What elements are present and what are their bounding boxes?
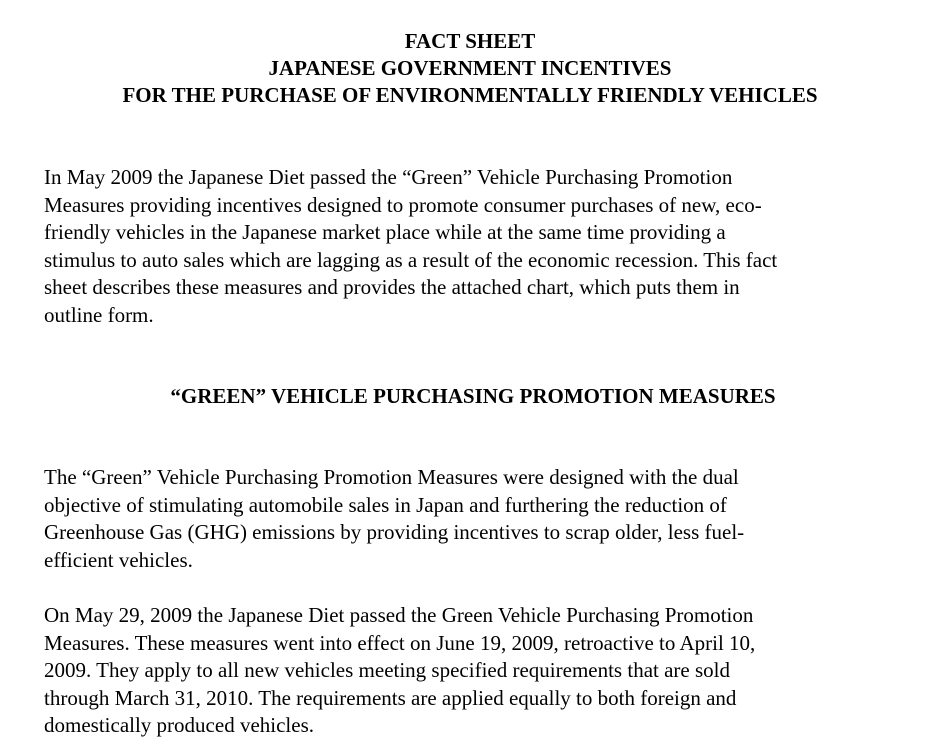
intro-line: sheet describes these measures and provides the attached chart, which puts them in (44, 275, 740, 299)
objective-line: Greenhouse Gas (GHG) emissions by providing incentives to scrap older, less fuel- (44, 520, 745, 544)
objective-line: efficient vehicles. (44, 547, 193, 572)
intro-line: stimulus to auto sales which are lagging as a result of the economic recession. This fact (44, 247, 778, 272)
intro-line: In May 2009 the Japanese Diet passed the “Green” Vehicle Purchasing Promotion (44, 165, 733, 189)
intro-line: Measures providing incentives designed to promote consumer purchases of new, eco- (44, 192, 762, 217)
objective-line: The “Green” Vehicle Purchasing Promotion Measures were designed with the dual (44, 465, 739, 489)
effective-date-paragraph (44, 602, 755, 740)
title-line-fact-sheet: FACT SHEET (404, 29, 536, 53)
intro-line: friendly vehicles in the Japanese market place while at the same time providing a (44, 220, 726, 244)
objective-paragraph (44, 464, 744, 574)
document-title (0, 28, 934, 109)
intro-line: outline form. (44, 302, 154, 327)
objective-line: objective of stimulating automobile sales in Japan and furthering the reduction of (44, 492, 727, 517)
intro-paragraph (44, 164, 777, 329)
effective-date-line: 2009. They apply to all new vehicles meeting specified requirements that are sold (44, 658, 730, 682)
section-heading: “GREEN” VEHICLE PURCHASING PROMOTION MEASURES (170, 384, 776, 408)
title-line-incentives: JAPANESE GOVERNMENT INCENTIVES (268, 56, 672, 80)
effective-date-line: domestically produced vehicles. (44, 713, 314, 737)
effective-date-line: through March 31, 2010. The requirements are applied equally to both foreign and (44, 685, 737, 710)
effective-date-line: On May 29, 2009 the Japanese Diet passed the Green Vehicle Purchasing Promotion (44, 603, 754, 627)
effective-date-line: Measures. These measures went into effect on June 19, 2009, retroactive to April 10, (44, 630, 756, 655)
title-line-vehicles: FOR THE PURCHASE OF ENVIRONMENTALLY FRIENDLY VEHICLES (122, 83, 818, 107)
